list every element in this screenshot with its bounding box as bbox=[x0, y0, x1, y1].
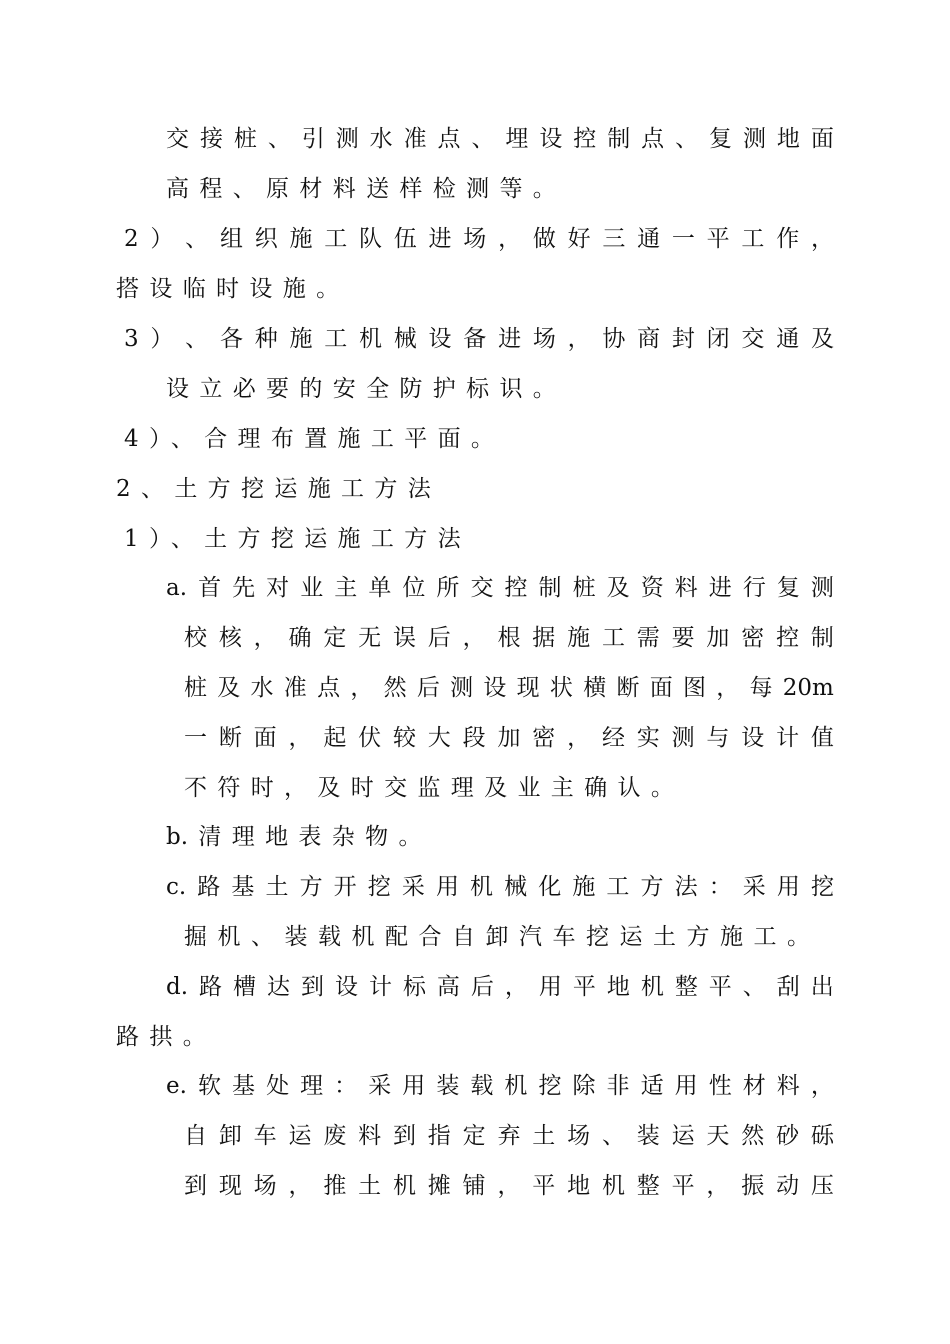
text-line: 自 卸 车 运 废 料 到 指 定 弃 土 场 、 装 运 天 然 砂 砾 bbox=[184, 1123, 834, 1149]
text-line: 交 接 桩 、 引 测 水 准 点 、 埋 设 控 制 点 、 复 测 地 面 bbox=[166, 126, 834, 152]
text-line: 高 程 、 原 材 料 送 样 检 测 等 。 bbox=[166, 176, 556, 202]
text-line: d. 路 槽 达 到 设 计 标 高 后 ， 用 平 地 机 整 平 、 刮 出 bbox=[166, 974, 834, 1000]
text-line: c. 路 基 土 方 开 挖 采 用 机 械 化 施 工 方 法 ： 采 用 挖 bbox=[166, 874, 834, 900]
text-line: 路 拱 。 bbox=[116, 1024, 206, 1050]
text-line: 2 、 土 方 挖 运 施 工 方 法 bbox=[116, 476, 431, 502]
text-line: 2 ） 、 组 织 施 工 队 伍 进 场 ， 做 好 三 通 一 平 工 作 ， bbox=[124, 226, 834, 252]
text-line: 设 立 必 要 的 安 全 防 护 标 识 。 bbox=[166, 376, 556, 402]
text-line: 不 符 时 ， 及 时 交 监 理 及 业 主 确 认 。 bbox=[184, 775, 674, 801]
text-line: 到 现 场 ， 推 土 机 摊 铺 ， 平 地 机 整 平 ， 振 动 压 bbox=[184, 1173, 834, 1199]
text-line: a. 首 先 对 业 主 单 位 所 交 控 制 桩 及 资 料 进 行 复 测 bbox=[166, 575, 834, 601]
text-line: e. 软 基 处 理 ： 采 用 装 载 机 挖 除 非 适 用 性 材 料 ， bbox=[166, 1073, 834, 1099]
text-line: 一 断 面 ， 起 伏 较 大 段 加 密 ， 经 实 测 与 设 计 值 bbox=[184, 725, 834, 751]
text-line: 掘 机 、 装 载 机 配 合 自 卸 汽 车 挖 运 土 方 施 工 。 bbox=[184, 924, 810, 950]
text-line: 1 ） 、 土 方 挖 运 施 工 方 法 bbox=[124, 526, 461, 552]
text-line: 校 核 ， 确 定 无 误 后 ， 根 据 施 工 需 要 加 密 控 制 bbox=[184, 625, 834, 651]
text-line: 4 ） 、 合 理 布 置 施 工 平 面 。 bbox=[124, 426, 494, 452]
text-line: 桩 及 水 准 点 ， 然 后 测 设 现 状 横 断 面 图 ， 每 20m bbox=[184, 675, 834, 701]
text-line: 搭 设 临 时 设 施 。 bbox=[116, 276, 340, 302]
text-line: b. 清 理 地 表 杂 物 。 bbox=[166, 824, 422, 850]
text-line: 3 ） 、 各 种 施 工 机 械 设 备 进 场 ， 协 商 封 闭 交 通 及 bbox=[124, 326, 834, 352]
